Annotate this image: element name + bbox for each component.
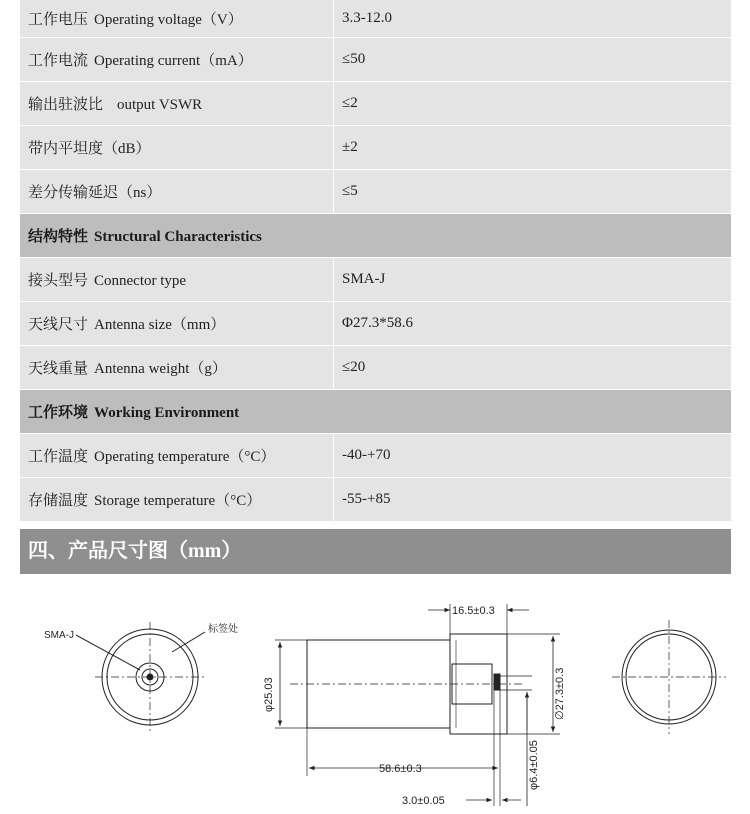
table-row: [20, 126, 731, 170]
table-row: [20, 346, 731, 390]
back-view: [612, 620, 726, 734]
param-value: ≤5: [334, 170, 732, 214]
section-title-en: Working Environment: [94, 405, 240, 421]
param-name-en: Operating current（mA）: [94, 53, 253, 69]
section-title-cn: 工作环境: [28, 405, 89, 421]
param-name-en: Antenna weight（g）: [94, 361, 227, 377]
dimension-drawing: [0, 580, 750, 814]
connector-leader: [76, 635, 140, 670]
param-name-en: Operating temperature（°C）: [94, 449, 276, 465]
param-name-en: （dB）: [103, 141, 151, 157]
section-title-cn: 结构特性: [28, 229, 89, 245]
section-header-environment: [20, 390, 731, 434]
pin-diameter-dimension: φ6.4±0.05: [528, 740, 540, 790]
param-name-cn: 天线尺寸: [28, 317, 89, 333]
param-name-en: Operating voltage（V）: [94, 12, 243, 28]
param-name-cn: 接头型号: [28, 273, 89, 289]
param-value: Φ27.3*58.6: [334, 302, 732, 346]
cap-width-dimension: 16.5±0.3: [452, 605, 495, 617]
param-value: SMA-J: [334, 258, 732, 302]
param-value: -55-+85: [334, 478, 732, 522]
param-value: ≤50: [334, 38, 732, 82]
param-name-cn: 天线重量: [28, 361, 89, 377]
body-diameter-dimension: φ25.03: [263, 677, 275, 712]
spec-table: [20, 0, 731, 522]
table-row: [20, 302, 731, 346]
param-value: ≤2: [334, 82, 732, 126]
table-row: [20, 434, 731, 478]
table-row: [20, 38, 731, 82]
param-name-cn: 带内平坦度: [28, 141, 104, 157]
param-name-cn: 存储温度: [28, 493, 89, 509]
connector-callout: SMA-J: [44, 630, 74, 641]
table-row: [20, 478, 731, 522]
table-row: [20, 0, 731, 38]
param-name-en: Storage temperature（°C）: [94, 493, 262, 509]
section-header-structural: [20, 214, 731, 258]
param-value: 3.3-12.0: [334, 0, 732, 38]
outer-diameter-dimension: ∅27.3±0.3: [554, 667, 566, 720]
param-value: ±2: [334, 126, 732, 170]
back-outer-circle: [622, 630, 716, 724]
front-view: [76, 622, 205, 732]
param-name-cn: 工作电流: [28, 53, 89, 69]
param-name-cn: 工作温度: [28, 449, 89, 465]
param-value: ≤20: [334, 346, 732, 390]
section-title-en: Structural Characteristics: [94, 229, 262, 245]
length-dimension: 58.6±0.3: [379, 763, 422, 775]
sticker-callout: 标签处: [208, 624, 238, 635]
param-name-cn: 工作电压: [28, 12, 89, 28]
param-name-cn: 输出驻波比: [28, 97, 104, 113]
param-name-en: Connector type: [94, 273, 187, 289]
param-name-en: Antenna size（mm）: [94, 317, 226, 333]
param-name-en: （ns）: [118, 185, 162, 201]
param-name-en: output VSWR: [117, 97, 203, 113]
param-name-cn: 差分传输延迟: [28, 185, 119, 201]
section-banner-dimensions: 四、产品尺寸图（mm）: [20, 529, 731, 574]
table-row: [20, 258, 731, 302]
param-value: -40-+70: [334, 434, 732, 478]
side-view: [275, 604, 560, 806]
connector-pin: [494, 674, 500, 690]
table-row: [20, 82, 731, 126]
table-row: [20, 170, 731, 214]
pin-length-dimension: 3.0±0.05: [402, 795, 445, 807]
